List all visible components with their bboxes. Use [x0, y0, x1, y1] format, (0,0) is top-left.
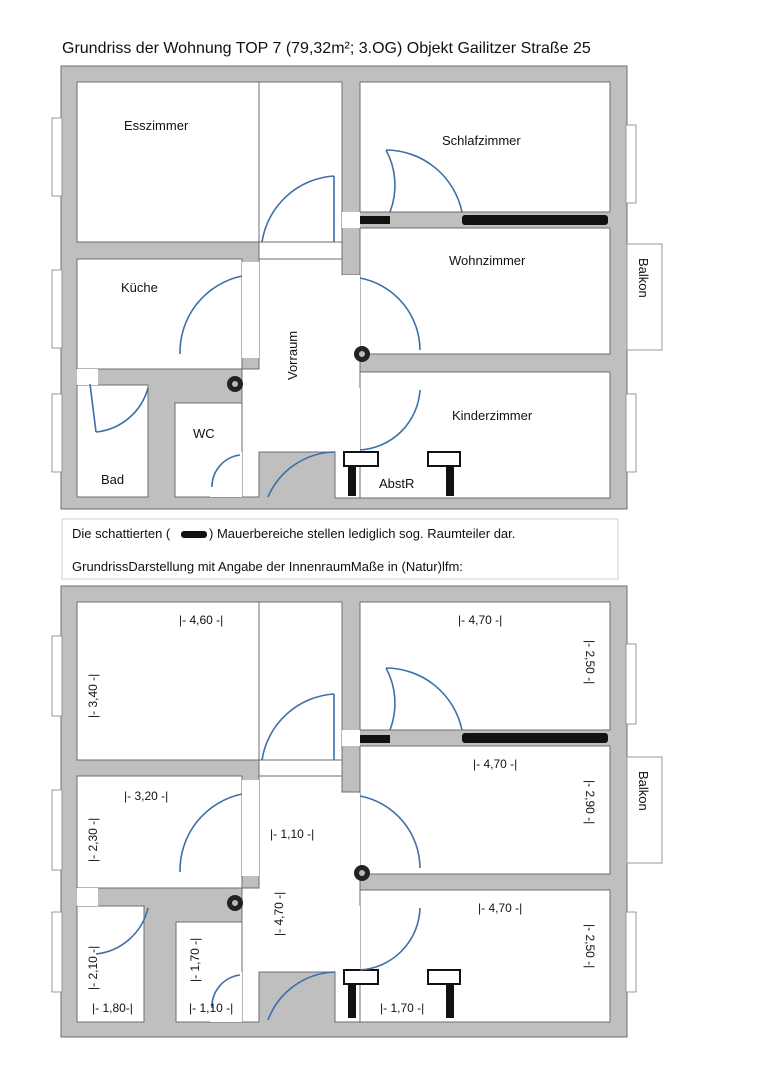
window: [52, 636, 62, 716]
dim-esszimmer-width: |- 4,60 -|: [179, 613, 224, 627]
window: [52, 912, 62, 992]
room-label-vorraum: Vorraum: [285, 330, 300, 380]
dim-vorraum-width: |- 1,10 -|: [270, 827, 315, 841]
living-door-opening: [342, 275, 360, 355]
wall-gap: [342, 730, 360, 746]
living-door-opening: [342, 793, 360, 873]
plan-title: Grundriss der Wohnung TOP 7 (79,32m²; 3.OG) Objekt Gailitzer Straße 25: [62, 40, 591, 57]
dim-vorraum-length: |- 4,70 -|: [272, 891, 286, 936]
dim-kinderzimmer-width: |- 4,70 -|: [478, 901, 523, 915]
partition: [360, 216, 390, 224]
legend-text-end: ) Mauerbereiche stellen lediglich sog. Raumteiler dar.: [209, 526, 516, 541]
room-label-kueche: Küche: [121, 280, 158, 295]
partition: [348, 466, 356, 496]
floor-plan-bottom: [52, 586, 662, 1037]
dim-wohnzimmer-depth: |- 2,90 -|: [583, 780, 597, 825]
kitchen-door-opening: [242, 262, 259, 358]
wall-gap: [342, 212, 360, 228]
chimney-icon: [232, 900, 238, 906]
dim-bad-depth: |- 2,10 -|: [86, 945, 100, 990]
dim-esszimmer-depth: |- 3,40 -|: [86, 673, 100, 718]
window: [52, 270, 62, 348]
room-label-wc: WC: [193, 426, 215, 441]
partition: [446, 984, 454, 1018]
partition: [348, 984, 356, 1018]
kids-door-opening: [342, 906, 360, 972]
dim-abstr-width: |- 1,70 -|: [380, 1001, 425, 1015]
balcony-label: Balkon: [636, 771, 651, 811]
partition: [428, 452, 460, 466]
room-label-kinderzimmer: Kinderzimmer: [452, 408, 533, 423]
partition: [446, 466, 454, 496]
partition: [462, 215, 608, 225]
partition: [360, 735, 390, 743]
chimney-icon: [359, 870, 365, 876]
room-label-bad: Bad: [101, 472, 125, 487]
partition: [344, 452, 378, 466]
dim-kueche-depth: |- 2,30 -|: [86, 817, 100, 862]
dim-bad-width: |- 1,80-|: [92, 1001, 133, 1015]
room-label-esszimmer: Esszimmer: [124, 118, 189, 133]
partition: [428, 970, 460, 984]
dim-kueche-width: |- 3,20 -|: [124, 789, 169, 803]
legend-notes: [62, 519, 618, 579]
hall-opening: [259, 760, 342, 776]
partition-legend-swatch: [181, 531, 207, 538]
partition: [344, 970, 378, 984]
bath-door-gap: [77, 888, 98, 906]
chimney-icon: [232, 381, 238, 387]
room-kueche: [77, 259, 242, 369]
window: [52, 118, 62, 196]
window: [626, 912, 636, 992]
floor-plan-top: [52, 66, 662, 509]
chimney-icon: [359, 351, 365, 357]
room-wohnzimmer: [360, 228, 610, 354]
dim-schlafzimmer-width: |- 4,70 -|: [458, 613, 503, 627]
dim-wohnzimmer-width: |- 4,70 -|: [473, 757, 518, 771]
legend-text-start: Die schattierten (: [72, 526, 171, 541]
window: [52, 790, 62, 870]
hall-opening: [259, 242, 342, 259]
dim-wc-width: |- 1,10 -|: [189, 1001, 234, 1015]
dim-kinderzimmer-depth: |- 2,50 -|: [583, 924, 597, 969]
dim-schlafzimmer-depth: |- 2,50 -|: [583, 640, 597, 685]
room-label-wohnzimmer: Wohnzimmer: [449, 253, 526, 268]
window: [626, 394, 636, 472]
room-label-schlafzimmer: Schlafzimmer: [442, 133, 521, 148]
room-label-abstr: AbstR: [379, 476, 415, 491]
balcony-label: Balkon: [636, 258, 651, 298]
kids-door-opening: [342, 388, 360, 452]
dimension-subtitle: GrundrissDarstellung mit Angabe der InnenraumMaße in (Natur)lfm:: [72, 559, 463, 574]
window: [626, 644, 636, 724]
kitchen-door-opening: [242, 780, 259, 876]
bath-door-gap: [77, 369, 98, 385]
window: [52, 394, 62, 472]
dim-wc-depth: |- 1,70 -|: [188, 937, 202, 982]
window: [626, 125, 636, 203]
partition: [462, 733, 608, 743]
